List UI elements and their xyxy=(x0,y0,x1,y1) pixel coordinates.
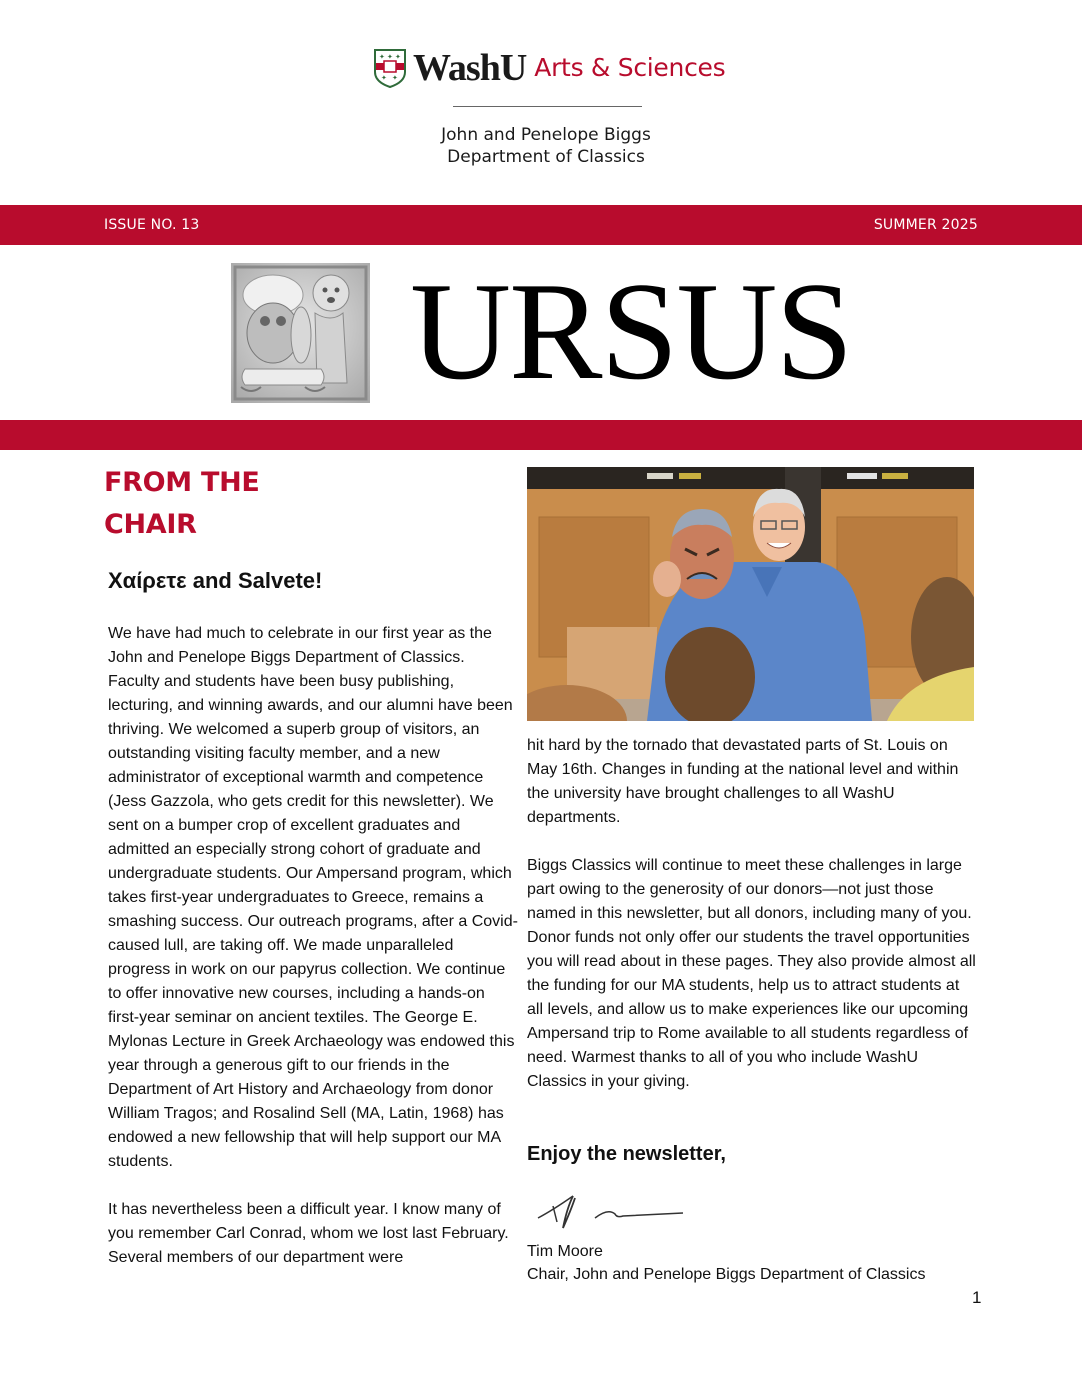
logo-divider xyxy=(453,106,642,107)
chair-holding-theatrical-mask-photo xyxy=(527,467,974,721)
svg-text:✦: ✦ xyxy=(395,54,401,61)
body-paragraph: It has nevertheless been a difficult year. I know many of you remember Carl Conrad, whom we lost last February. Several members of our department were xyxy=(108,1201,509,1266)
title-bottom-band xyxy=(0,420,1082,450)
signoff: Enjoy the newsletter, xyxy=(527,1143,726,1165)
right-column xyxy=(527,734,977,1094)
department-line-2: Department of Classics xyxy=(447,147,645,167)
washu-logo xyxy=(373,48,725,88)
issue-number: ISSUE NO. 13 xyxy=(104,217,200,233)
newsletter-title: URSUS xyxy=(410,254,852,409)
svg-text:✦: ✦ xyxy=(381,75,387,82)
body-paragraph: Biggs Classics will continue to meet these challenges in large part owing to the generosity of our donors—not just those named in this newsletter, but all donors, including many of you. Donor funds not only offer our students the travel opportunities you will read about in these pages. They also provide almost all the funding for our MA students, help us to attract students at all levels, and allow us to make experiences like our upcoming Ampersand trip to Rome available to all students regardless of need. Warmest thanks to all of you who include WashU Classics in your giving. xyxy=(527,857,976,1090)
department-name xyxy=(0,124,1082,168)
signature-image xyxy=(533,1188,693,1233)
section-heading-line-1: FROM THE xyxy=(104,467,260,498)
university-name: WashU xyxy=(413,47,527,89)
masthead xyxy=(0,0,1082,200)
signatory xyxy=(527,1240,925,1286)
svg-text:✦: ✦ xyxy=(392,75,398,82)
svg-text:✦: ✦ xyxy=(379,54,385,61)
left-column xyxy=(108,622,518,1270)
greeting: Χαίρετε and Salvete! xyxy=(108,568,323,593)
department-line-1: John and Penelope Biggs xyxy=(441,125,651,145)
signatory-name: Tim Moore xyxy=(527,1243,603,1260)
svg-text:✦: ✦ xyxy=(387,54,393,61)
school-name: Arts & Sciences xyxy=(534,53,726,82)
washu-shield-icon xyxy=(373,48,407,88)
carved-relief-image xyxy=(231,263,370,403)
issue-season: SUMMER 2025 xyxy=(873,217,978,233)
page-number: 1 xyxy=(972,1288,982,1307)
section-heading-line-2: CHAIR xyxy=(104,509,197,540)
section-heading xyxy=(104,462,260,546)
body-paragraph: We have had much to celebrate in our first year as the John and Penelope Biggs Department of Classics. Faculty and students have been busy publishing, lecturing, and winning awards, and our alumni have been thriving. We welcomed a superb group of visitors, an outstanding visiting faculty member, and a new administrator of exceptional warmth and competence (Jess Gazzola, who gets credit for this newsletter). We sent on a bumper crop of excellent graduates and admitted an especially strong cohort of graduate and undergraduate students. Our Ampersand program, which takes first-year undergraduates to Greece, remains a smashing success. Our outreach programs, after a Covid-caused lull, are taking off. We made unparalleled progress in work on our papyrus collection. We continue to offer innovative new courses, including a hands-on first-year seminar on ancient textiles. The George E. Mylonas Lecture in Greek Archaeology was endowed this year through a generous gift to our friends in the Department of Art History and Archaeology from donor William Tragos; and Rosalind Sell (MA, Latin, 1968) has endowed a new fellowship that will help support our MA students. xyxy=(108,625,518,1170)
body-paragraph: hit hard by the tornado that devastated parts of St. Louis on May 16th. Changes in funding at the national level and within the university have brought challenges to all WashU departments. xyxy=(527,737,959,826)
issue-band xyxy=(0,205,1082,245)
signatory-role: Chair, John and Penelope Biggs Department of Classics xyxy=(527,1266,926,1283)
